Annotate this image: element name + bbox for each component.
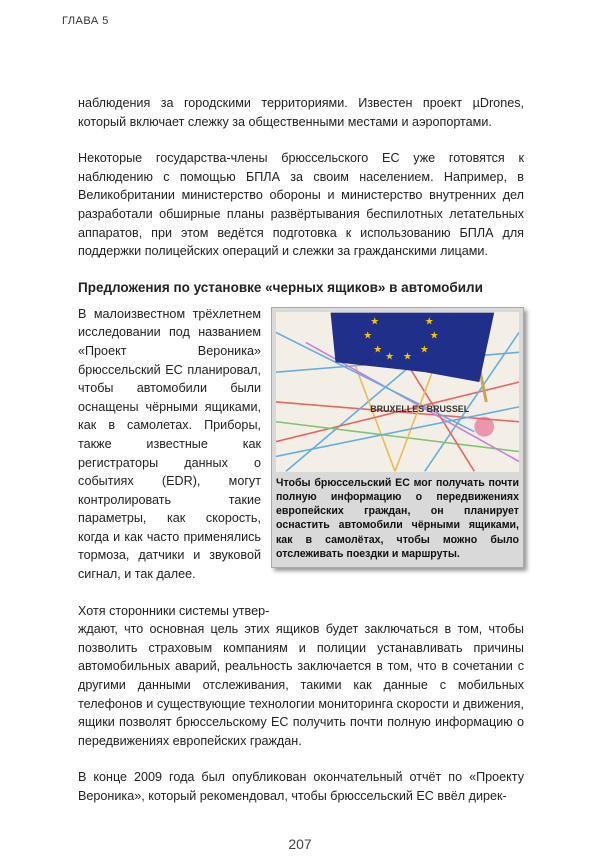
column-paragraph: В малоизвестном трёхлетнем исследовании под названием «Проект Вероника» брюссельский ЕС планировал, чтобы автомобили были оснащены чёрными ящиками, как в самолетах. Приборы, также известные как регистраторы данных о событиях (EDR), могут контролировать такие параметры, как скорость, когда и как часто применялись тормоза, датчики и звуковой сигнал, и так далее. [78, 306, 261, 582]
page-body [78, 0, 524, 806]
svg-text:★: ★ [385, 351, 394, 363]
map-image [276, 312, 519, 472]
paragraph [78, 602, 524, 751]
svg-text:★: ★ [373, 344, 383, 356]
paragraph-start: Хотя сторонники системы утвер- [78, 603, 270, 618]
page-number: 207 [288, 835, 312, 852]
svg-text:★: ★ [402, 351, 412, 363]
paragraph-continuation: ждают, что основная цель этих ящиков будет заключаться в том, чтобы позволить страховым компаниям и полиции устанавливать причины автомобильных аварий, реальность заключается в том, что в сочетании с другими данными отслеживания, такими как данные с мобильных телефонов и существующие технологии мониторинга скорости и движения, ящики позволят брюссельскому ЕС получить почти полную информацию о передвижениях европейских граждан. [78, 622, 524, 748]
figure [271, 307, 524, 568]
svg-text:★: ★ [429, 330, 439, 342]
paragraph: наблюдения за городскими территориями. Известен проект µDrones, который включает слежку за общественными местами и аэропортами. [78, 96, 524, 129]
chapter-header: ГЛАВА 5 [62, 15, 109, 27]
svg-text:★: ★ [370, 316, 380, 328]
map-city-label: BRUXELLES BRUSSEL [370, 403, 470, 414]
svg-text:★: ★ [424, 316, 434, 328]
paragraph: Некоторые государства-члены брюссельского ЕС уже готовятся к наблюдению с помощью БПЛА за своим населением. Например, в Великобритании министерство обороны и министерство внутренних дел разработали обширные планы развёртывания беспилотных летательных аппаратов, при этом ведётся подготовка к использованию БПЛА для поддержки полицейских операций и слежки за гражданскими лицами. [78, 151, 524, 259]
svg-text:★: ★ [363, 330, 373, 342]
paragraph: В конце 2009 года был опубликован окончательный отчёт по «Проекту Вероника», который рекомендовал, чтобы брюссельский ЕС ввёл дирек- [78, 770, 524, 803]
svg-text:★: ★ [419, 344, 429, 356]
figure-caption: Чтобы брюссельский ЕС мог получать почти полную информацию о передвижениях европейских граждан, он планирует оснастить автомобили чёрными ящиками, как в самолётах, чтобы можно было отслеживать поездки и маршруты. [276, 476, 519, 560]
section-heading: Предложения по установке «черных ящиков» в автомобили [78, 279, 483, 295]
